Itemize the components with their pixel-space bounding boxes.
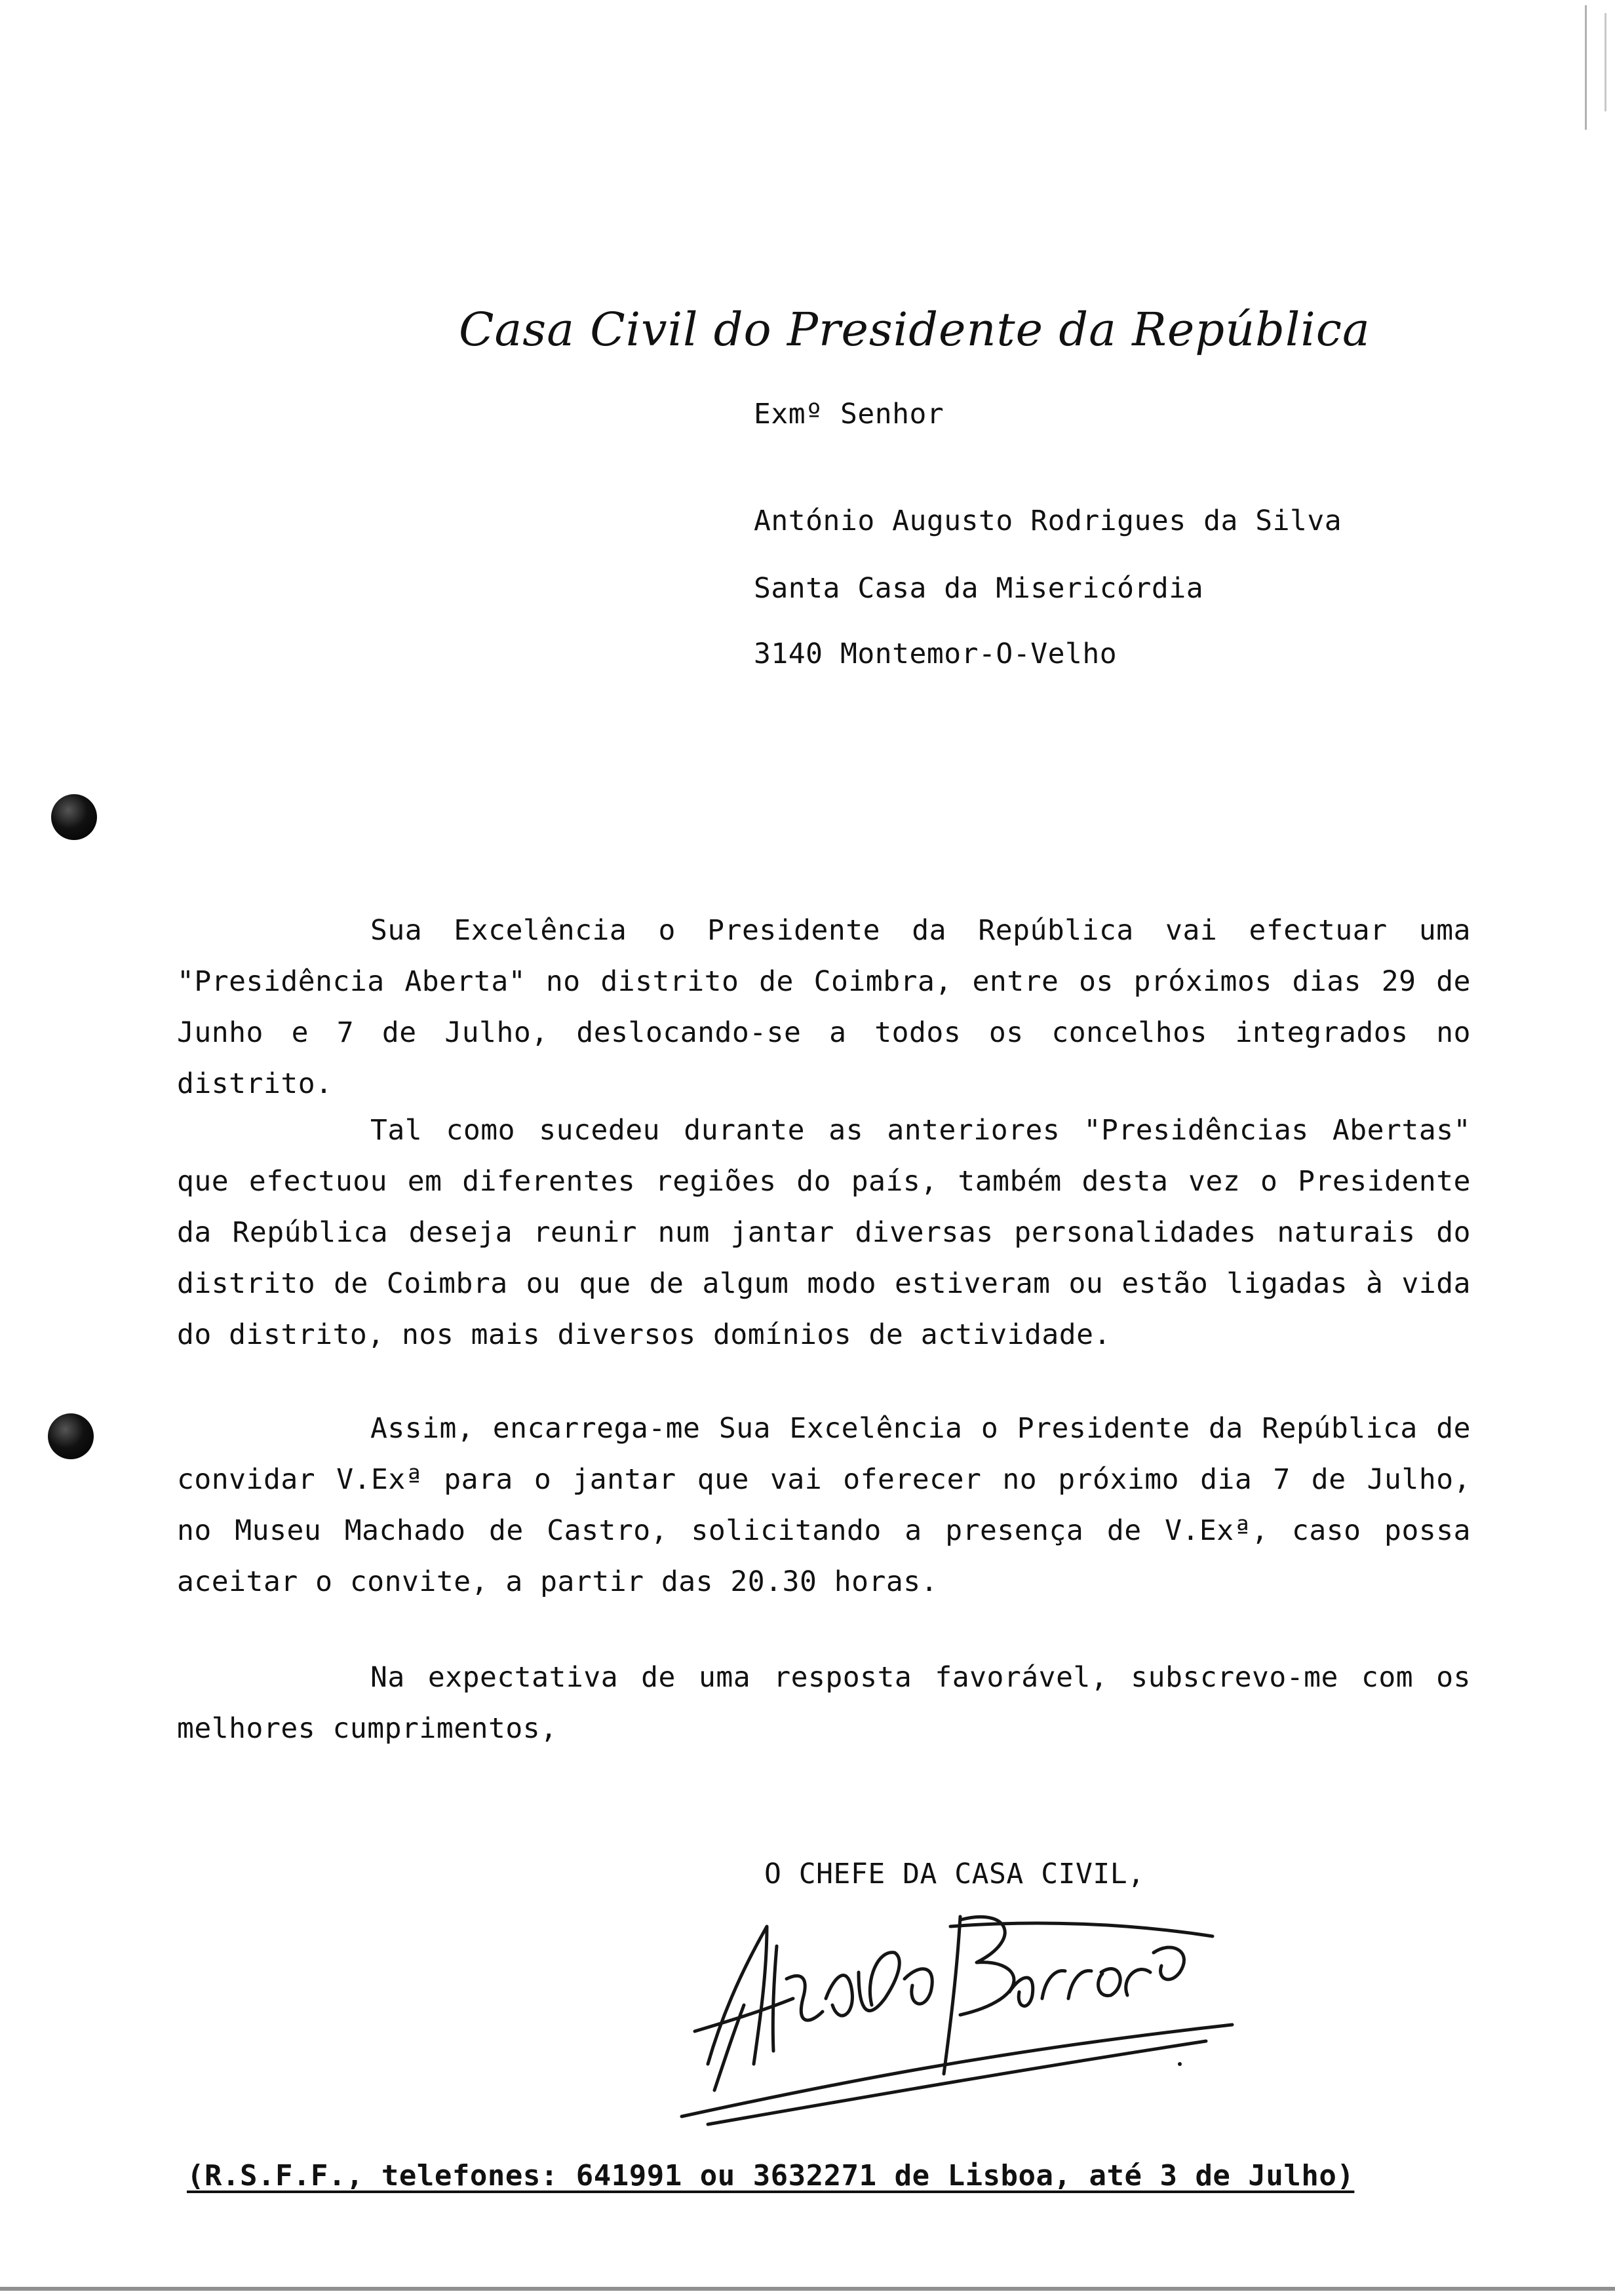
scan-bottom-border xyxy=(0,2287,1615,2291)
rsvp-note: (R.S.F.F., telefones: 641991 ou 3632271 de Lisboa, até 3 de Julho) xyxy=(187,2159,1355,2192)
body-paragraph: Assim, encarrega-me Sua Excelência o Presidente da República de convidar V.Exª para o jantar que vai oferecer no próximo dia 7 de Julho, no Museu Machado de Castro, solicitando a presença de V.Exª, caso possa aceitar o convite, a partir das 20.30 horas. xyxy=(177,1412,1471,1598)
closing-title: O CHEFE DA CASA CIVIL, xyxy=(764,1858,1145,1890)
body-paragraph: Na expectativa de uma resposta favorável, subscrevo-me com os melhores cumprimentos, xyxy=(177,1661,1471,1745)
recipient-name: António Augusto Rodrigues da Silva xyxy=(754,505,1342,537)
body-paragraph: Sua Excelência o Presidente da República vai efectuar uma "Presidência Aberta" no distrito de Coimbra, entre os próximos dias 29 de Junho e 7 de Julho, deslocando-se a todos os concelhos integrados no distrito. xyxy=(177,914,1471,1100)
signature xyxy=(669,1900,1272,2136)
recipient-address: 3140 Montemor-O-Velho xyxy=(754,638,1118,670)
scan-edge-mark xyxy=(1585,5,1587,130)
scan-edge-mark xyxy=(1605,13,1606,111)
salutation: Exmº Senhor xyxy=(754,398,944,430)
recipient-institution: Santa Casa da Misericórdia xyxy=(754,572,1204,605)
punch-hole-bottom xyxy=(48,1413,94,1459)
body-paragraph: Tal como sucedeu durante as anteriores "Presidências Abertas" que efectuou em diferentes regiões do país, também desta vez o Presidente da República deseja reunir num jantar diversas personalidades naturais do distrito de Coimbra ou que de algum modo estiveram ou estão ligadas à vida do distrito, nos mais diversos domínios de actividade. xyxy=(177,1114,1471,1351)
letterhead: Casa Civil do Presidente da República xyxy=(459,303,1371,356)
punch-hole-top xyxy=(51,794,97,840)
